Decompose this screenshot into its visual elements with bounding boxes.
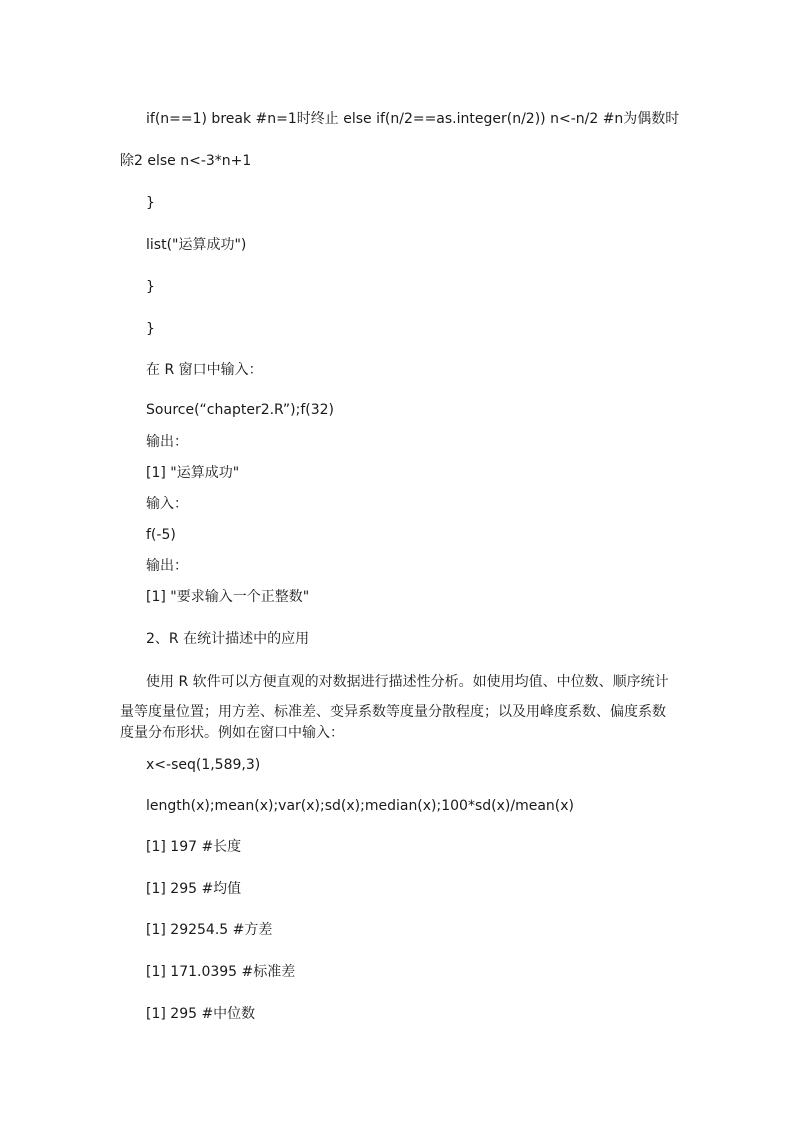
- code-line-closing-brace: }: [146, 321, 155, 337]
- output-line-variance: [1] 29254.5 #方差: [146, 922, 273, 938]
- code-line-else-branch: 除2 else n<-3*n+1: [120, 153, 252, 169]
- output-line-mean: [1] 295 #均值: [146, 881, 242, 897]
- paragraph-input-instruction: 在 R 窗口中输入：: [146, 362, 263, 378]
- code-line-seq: x<-seq(1,589,3): [146, 757, 261, 773]
- label-output: 输出：: [146, 558, 188, 574]
- output-line-sd: [1] 171.0395 #标准差: [146, 964, 296, 980]
- code-line-break-condition: if(n==1) break #n=1时终止 else if(n/2==as.integer(n/2)) n<-n/2 #n为偶数时: [146, 111, 680, 127]
- code-line-statistics: length(x);mean(x);var(x);sd(x);median(x);100*sd(x)/mean(x): [146, 798, 574, 814]
- code-line-closing-brace: }: [146, 279, 155, 295]
- output-line-error: [1] "要求输入一个正整数": [146, 589, 310, 605]
- output-line-length: [1] 197 #长度: [146, 839, 242, 855]
- label-output: 输出：: [146, 434, 188, 450]
- code-line-source-call: Source(“chapter2.R”);f(32): [146, 402, 334, 418]
- code-line-list-call: list("运算成功"): [146, 237, 247, 253]
- output-line-success: [1] "运算成功": [146, 465, 240, 481]
- label-input: 输入：: [146, 496, 188, 512]
- output-line-median: [1] 295 #中位数: [146, 1006, 256, 1022]
- paragraph-line: 量等度量位置；用方差、标准差、变异系数等度量分散程度；以及用峰度系数、偏度系数: [120, 704, 666, 720]
- code-line-f-call: f(-5): [146, 527, 176, 543]
- section-heading: 2、R 在统计描述中的应用: [146, 631, 310, 647]
- paragraph-line: 使用 R 软件可以方便直观的对数据进行描述性分析。如使用均值、中位数、顺序统计: [146, 674, 669, 690]
- paragraph-line: 度量分布形状。例如在窗口中输入：: [120, 725, 344, 741]
- code-line-closing-brace: }: [146, 195, 155, 211]
